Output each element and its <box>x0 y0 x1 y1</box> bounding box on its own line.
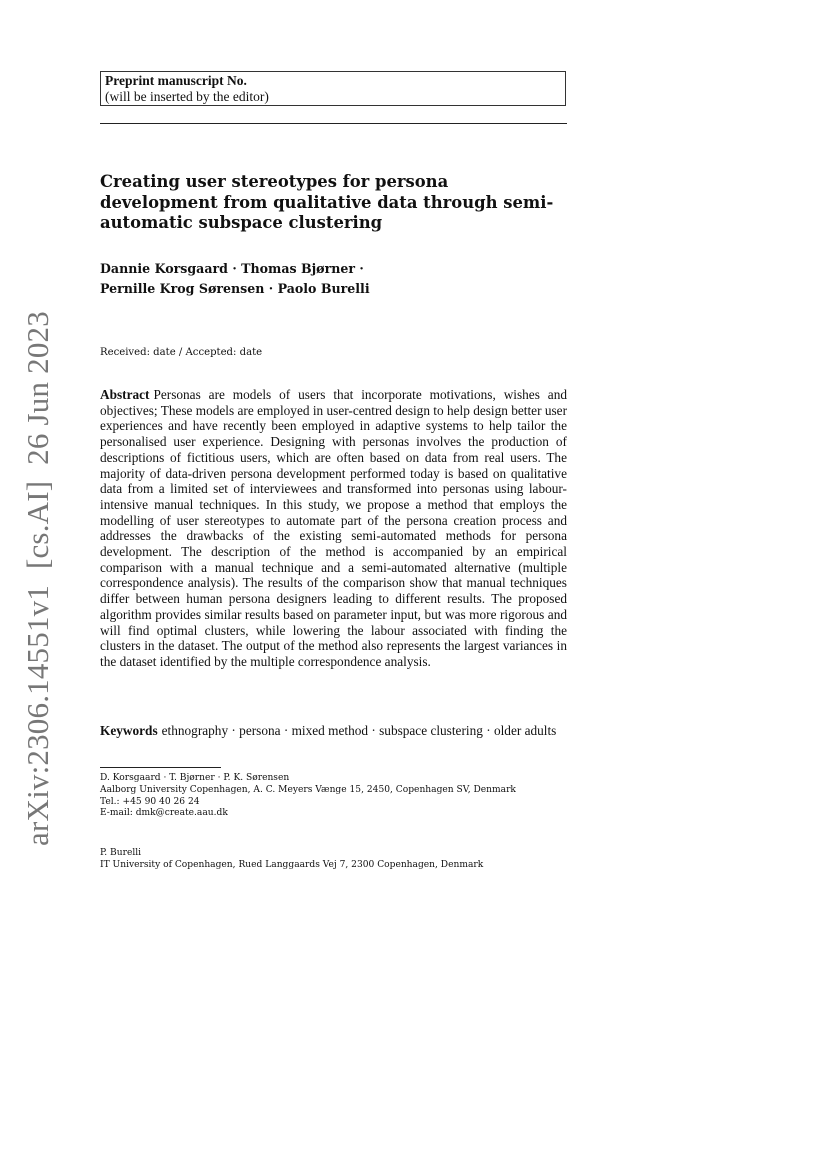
preprint-note: (will be inserted by the editor) <box>105 89 269 104</box>
abstract-text: Personas are models of users that incorporate motivations, wishes and objectives; These models are employed in user-centred design to help design better user experiences and have recently been employed in adaptive systems to help tailor the personalised user experience. Designing with personas involves the production of descriptions of fictitious users, which are often based on data from real users. The majority of data-driven persona development performed today is based on qualitative data from a limited set of interviewees and transformed into personas using labour-intensive manual techniques. In this study, we propose a method that employs the modelling of user stereotypes to automate part of the persona creation process and addresses the drawbacks of the existing semi-automated methods for persona development. The description of the method is accompanied by an empirical comparison with a manual technique and a semi-automated alternative (multiple correspondence analysis). The results of the comparison show that manual techniques differ between human persona designers leading to different results. The proposed algorithm provides similar results based on parameter input, but was more rigorous and will find optimal clusters, while lowering the labour associated with finding the clusters in the dataset. The output of the method also represents the largest variances in the dataset identified by the multiple correspondence analysis. <box>100 387 567 669</box>
author-list <box>100 259 570 298</box>
keywords-text: ethnography · persona · mixed method · subspace clustering · older adults <box>161 723 557 738</box>
affiliation-2-names: P. Burelli <box>100 848 142 858</box>
affiliation-2 <box>100 848 570 872</box>
affiliation-1 <box>100 773 570 820</box>
abstract <box>100 387 567 670</box>
author-line-1: Dannie Korsgaard · Thomas Bjørner · <box>100 261 364 276</box>
affiliation-1-address: Aalborg University Copenhagen, A. C. Meyers Vænge 15, 2450, Copenhagen SV, Denmark <box>100 784 516 795</box>
paper-title: Creating user stereotypes for persona development from qualitative data through semi-automatic subspace clustering <box>100 172 554 232</box>
arxiv-watermark: arXiv:2306.14551v1 [cs.AI] 26 Jun 2023 <box>20 311 55 846</box>
header-rule <box>100 123 567 124</box>
footnote-rule <box>100 767 221 768</box>
preprint-title: Preprint manuscript No. <box>105 73 247 88</box>
preprint-box <box>100 71 566 106</box>
abstract-label: Abstract <box>100 387 150 402</box>
affiliation-1-names: D. Korsgaard · T. Bjørner · P. K. Sørensen <box>100 773 290 783</box>
keywords <box>100 723 567 739</box>
received-date: Received: date / Accepted: date <box>100 347 263 358</box>
author-line-2: Pernille Krog Sørensen · Paolo Burelli <box>100 280 370 296</box>
affiliation-2-address: IT University of Copenhagen, Rued Langgaards Vej 7, 2300 Copenhagen, Denmark <box>100 859 484 870</box>
affiliation-1-email: E-mail: dmk@create.aau.dk <box>100 808 228 819</box>
keywords-label: Keywords <box>100 723 158 738</box>
affiliation-1-tel: Tel.: +45 90 40 26 24 <box>100 796 200 807</box>
